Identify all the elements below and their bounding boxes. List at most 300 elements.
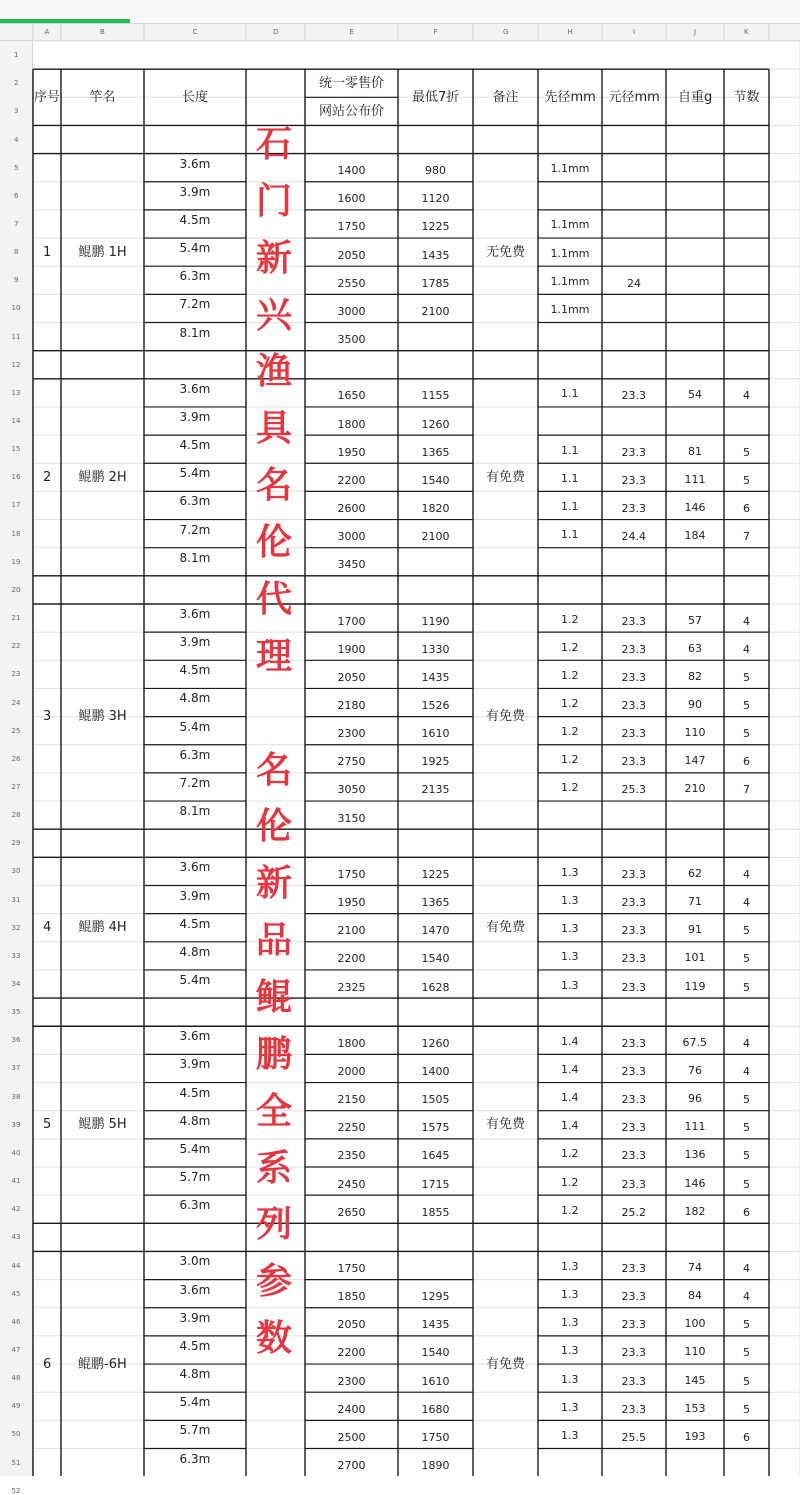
row-number[interactable]: 49 bbox=[11, 1402, 21, 1411]
section-count: 5 bbox=[743, 1093, 750, 1107]
rod-weight: 110 bbox=[684, 1345, 706, 1359]
lowest-price: 1260 bbox=[421, 417, 450, 431]
rod-weight: 210 bbox=[684, 782, 706, 796]
rod-weight: 67.5 bbox=[682, 1035, 707, 1049]
section-count: 5 bbox=[743, 1346, 750, 1360]
column-letter[interactable]: G bbox=[503, 28, 509, 36]
retail-price: 2180 bbox=[337, 699, 366, 713]
tip-diameter: 1.1 bbox=[561, 387, 579, 401]
row-number[interactable]: 36 bbox=[11, 1036, 21, 1045]
row-number[interactable]: 25 bbox=[11, 726, 21, 735]
rod-length: 3.6m bbox=[179, 1282, 211, 1297]
rod-weight: 82 bbox=[688, 669, 702, 683]
retail-price: 1600 bbox=[337, 192, 366, 206]
section-count: 5 bbox=[743, 699, 750, 713]
row-number[interactable]: 10 bbox=[11, 304, 21, 313]
lowest-price: 1260 bbox=[421, 1036, 450, 1050]
row-number[interactable]: 4 bbox=[14, 135, 19, 144]
banner-character: 兴 bbox=[255, 294, 292, 336]
row-number[interactable]: 1 bbox=[14, 51, 19, 60]
tip-diameter: 1.2 bbox=[561, 668, 579, 682]
section-count: 6 bbox=[743, 501, 750, 515]
section-count: 5 bbox=[743, 1318, 750, 1332]
retail-price: 2150 bbox=[337, 1093, 366, 1107]
rod-length: 5.4m bbox=[179, 972, 211, 987]
row-number[interactable]: 5 bbox=[14, 163, 19, 172]
banner-character: 系 bbox=[255, 1147, 292, 1189]
butt-diameter: 23.3 bbox=[621, 727, 646, 741]
retail-price: 1900 bbox=[337, 642, 366, 656]
row-number[interactable]: 20 bbox=[11, 585, 21, 594]
butt-diameter: 23.3 bbox=[621, 389, 646, 403]
row-number[interactable]: 14 bbox=[11, 417, 21, 426]
rod-weight: 74 bbox=[688, 1261, 702, 1275]
row-number[interactable]: 42 bbox=[11, 1205, 21, 1214]
row-number[interactable]: 12 bbox=[11, 360, 21, 369]
row-number[interactable]: 3 bbox=[14, 107, 19, 116]
butt-diameter: 23.3 bbox=[621, 1064, 646, 1078]
tip-diameter: 1.2 bbox=[561, 612, 579, 626]
row-number[interactable]: 8 bbox=[14, 248, 19, 257]
section-count: 6 bbox=[743, 755, 750, 769]
row-number[interactable]: 7 bbox=[14, 219, 19, 228]
rod-weight: 57 bbox=[688, 613, 702, 627]
lowest-price: 2100 bbox=[421, 304, 450, 318]
section-count: 4 bbox=[743, 614, 750, 628]
lowest-price: 1505 bbox=[421, 1093, 450, 1107]
section-count: 6 bbox=[743, 1205, 750, 1219]
row-number[interactable]: 19 bbox=[11, 557, 21, 566]
butt-diameter: 23.3 bbox=[621, 1290, 646, 1304]
lowest-price: 1855 bbox=[421, 1205, 450, 1219]
butt-diameter: 25.2 bbox=[621, 1205, 646, 1219]
group-number: 2 bbox=[43, 469, 52, 485]
retail-price: 2400 bbox=[337, 1402, 366, 1416]
retail-price: 2050 bbox=[337, 1318, 366, 1332]
row-number[interactable]: 24 bbox=[11, 698, 21, 707]
row-number[interactable]: 9 bbox=[14, 276, 19, 285]
rod-length: 5.4m bbox=[179, 1141, 211, 1156]
row-number[interactable]: 40 bbox=[11, 1148, 21, 1157]
row-number[interactable]: 38 bbox=[11, 1092, 21, 1101]
tip-diameter: 1.3 bbox=[561, 922, 579, 936]
tip-diameter: 1.1 bbox=[561, 499, 579, 513]
lowest-price: 1225 bbox=[421, 867, 450, 881]
tip-diameter: 1.1mm bbox=[550, 218, 590, 232]
rod-length: 5.4m bbox=[179, 719, 211, 734]
header-weight: 自重g bbox=[678, 89, 713, 105]
rod-length: 4.8m bbox=[179, 691, 211, 706]
row-number[interactable]: 34 bbox=[11, 980, 21, 989]
row-number[interactable]: 50 bbox=[11, 1430, 21, 1439]
header-length: 长度 bbox=[182, 89, 209, 105]
row-number[interactable]: 45 bbox=[11, 1289, 21, 1298]
retail-price: 2300 bbox=[337, 1374, 366, 1388]
tip-diameter: 1.3 bbox=[561, 950, 579, 964]
row-number[interactable]: 29 bbox=[11, 839, 21, 848]
section-count: 5 bbox=[743, 980, 750, 994]
butt-diameter: 23.3 bbox=[621, 670, 646, 684]
group-number: 4 bbox=[43, 920, 52, 936]
banner-character: 列 bbox=[255, 1204, 292, 1246]
retail-price: 3450 bbox=[337, 558, 366, 572]
lowest-price: 1435 bbox=[421, 670, 450, 684]
section-count: 5 bbox=[743, 1121, 750, 1135]
lowest-price: 1190 bbox=[421, 614, 450, 628]
section-count: 4 bbox=[743, 1064, 750, 1078]
group-note: 无免费 bbox=[486, 244, 526, 260]
retail-price: 1400 bbox=[337, 164, 366, 178]
retail-price: 2100 bbox=[337, 924, 366, 938]
tip-diameter: 1.3 bbox=[561, 865, 579, 879]
retail-price: 1950 bbox=[337, 896, 366, 910]
lowest-price: 1925 bbox=[421, 755, 450, 769]
tip-diameter: 1.2 bbox=[561, 640, 579, 654]
row-number[interactable]: 21 bbox=[11, 614, 21, 623]
tip-diameter: 1.1mm bbox=[550, 162, 590, 176]
group-number: 1 bbox=[43, 244, 52, 260]
column-letter[interactable]: E bbox=[349, 28, 354, 36]
rod-weight: 54 bbox=[688, 388, 702, 402]
row-number[interactable]: 23 bbox=[11, 670, 21, 679]
row-number[interactable]: 39 bbox=[11, 1120, 21, 1129]
group-note: 有免费 bbox=[486, 709, 526, 725]
row-number[interactable]: 27 bbox=[11, 782, 21, 791]
rod-weight: 101 bbox=[684, 951, 706, 965]
header-sections: 节数 bbox=[733, 89, 760, 105]
rod-weight: 96 bbox=[688, 1092, 702, 1106]
banner-character: 名 bbox=[255, 749, 292, 791]
butt-diameter: 25.5 bbox=[621, 1430, 646, 1444]
banner-character: 鹏 bbox=[255, 1033, 292, 1075]
lowest-price: 1470 bbox=[421, 924, 450, 938]
rod-length: 5.4m bbox=[179, 1395, 211, 1410]
group-number: 5 bbox=[43, 1117, 52, 1133]
banner-character: 名 bbox=[255, 465, 292, 507]
rod-length: 4.5m bbox=[179, 663, 211, 678]
lowest-price: 2135 bbox=[421, 783, 450, 797]
tip-diameter: 1.4 bbox=[561, 1034, 579, 1048]
banner-character: 新 bbox=[255, 237, 292, 279]
header-tip-diameter: 先径mm bbox=[544, 89, 596, 105]
butt-diameter: 23.3 bbox=[621, 1036, 646, 1050]
tip-diameter: 1.4 bbox=[561, 1062, 579, 1076]
tip-diameter: 1.1 bbox=[561, 443, 579, 457]
rod-length: 6.3m bbox=[179, 747, 211, 762]
rod-length: 4.5m bbox=[179, 1085, 211, 1100]
lowest-price: 1610 bbox=[421, 1374, 450, 1388]
rod-weight: 146 bbox=[684, 500, 706, 514]
lowest-price: 1610 bbox=[421, 727, 450, 741]
row-number[interactable]: 44 bbox=[11, 1261, 21, 1270]
row-number[interactable]: 46 bbox=[11, 1317, 21, 1326]
column-letter[interactable]: C bbox=[192, 28, 198, 36]
rod-weight: 147 bbox=[684, 754, 706, 768]
retail-price: 1850 bbox=[337, 1290, 366, 1304]
butt-diameter: 23.3 bbox=[621, 924, 646, 938]
row-number[interactable]: 52 bbox=[11, 1486, 21, 1495]
banner-character: 伦 bbox=[255, 522, 292, 564]
section-count: 5 bbox=[743, 924, 750, 938]
lowest-price: 1400 bbox=[421, 1064, 450, 1078]
butt-diameter: 25.3 bbox=[621, 783, 646, 797]
rod-weight: 184 bbox=[684, 529, 706, 543]
section-count: 5 bbox=[743, 670, 750, 684]
rod-length: 6.3m bbox=[179, 494, 211, 509]
retail-price: 2200 bbox=[337, 473, 366, 487]
butt-diameter: 23.3 bbox=[621, 1177, 646, 1191]
header-seq: 序号 bbox=[34, 89, 61, 105]
rod-length: 4.8m bbox=[179, 944, 211, 959]
tip-diameter: 1.2 bbox=[561, 1147, 579, 1161]
column-letter[interactable]: A bbox=[44, 28, 50, 36]
retail-price: 2050 bbox=[337, 248, 366, 262]
rod-length: 5.7m bbox=[179, 1423, 211, 1438]
column-letter[interactable]: K bbox=[744, 28, 749, 36]
row-number[interactable]: 48 bbox=[11, 1374, 21, 1383]
row-number[interactable]: 28 bbox=[11, 811, 21, 820]
retail-price: 2650 bbox=[337, 1205, 366, 1219]
lowest-price: 1750 bbox=[421, 1430, 450, 1444]
lowest-price: 1540 bbox=[421, 1346, 450, 1360]
section-count: 4 bbox=[743, 867, 750, 881]
rod-length: 4.5m bbox=[179, 438, 211, 453]
butt-diameter: 24.4 bbox=[621, 530, 646, 544]
header-butt-diameter: 元径mm bbox=[608, 89, 660, 105]
row-number[interactable]: 26 bbox=[11, 754, 21, 763]
row-number[interactable]: 41 bbox=[11, 1177, 21, 1186]
lowest-price: 1225 bbox=[421, 220, 450, 234]
tip-diameter: 1.3 bbox=[561, 1428, 579, 1442]
header-note: 备注 bbox=[492, 89, 519, 105]
retail-price: 3050 bbox=[337, 783, 366, 797]
butt-diameter: 23.3 bbox=[621, 1262, 646, 1276]
retail-price: 1650 bbox=[337, 389, 366, 403]
tip-diameter: 1.3 bbox=[561, 894, 579, 908]
header-name: 竿名 bbox=[89, 89, 116, 105]
butt-diameter: 23.3 bbox=[621, 1318, 646, 1332]
group-note: 有免费 bbox=[486, 469, 526, 485]
tip-diameter: 1.2 bbox=[561, 753, 579, 767]
tip-diameter: 1.4 bbox=[561, 1091, 579, 1105]
tip-diameter: 1.2 bbox=[561, 697, 579, 711]
row-number[interactable]: 11 bbox=[11, 332, 21, 341]
row-number[interactable]: 35 bbox=[11, 1008, 21, 1017]
column-letter[interactable]: I bbox=[633, 28, 636, 36]
section-count: 4 bbox=[743, 1262, 750, 1276]
row-number[interactable]: 31 bbox=[11, 895, 21, 904]
retail-price: 1950 bbox=[337, 445, 366, 459]
group-note: 有免费 bbox=[486, 1356, 526, 1372]
row-number[interactable]: 43 bbox=[11, 1233, 21, 1242]
rod-length: 3.9m bbox=[179, 888, 211, 903]
section-count: 4 bbox=[743, 896, 750, 910]
rod-length: 6.3m bbox=[179, 269, 211, 284]
butt-diameter: 23.3 bbox=[621, 642, 646, 656]
retail-price: 2000 bbox=[337, 1064, 366, 1078]
row-number[interactable]: 33 bbox=[11, 951, 21, 960]
rod-length: 6.3m bbox=[179, 1198, 211, 1213]
vertical-banner bbox=[248, 125, 300, 1376]
rod-length: 5.4m bbox=[179, 466, 211, 481]
rod-weight: 81 bbox=[688, 444, 702, 458]
tip-diameter: 1.3 bbox=[561, 978, 579, 992]
rod-weight: 63 bbox=[688, 641, 702, 655]
retail-price: 3500 bbox=[337, 333, 366, 347]
row-number[interactable]: 13 bbox=[11, 388, 21, 397]
rod-name: 鲲鹏 4H bbox=[78, 920, 127, 936]
lowest-price: 1890 bbox=[421, 1459, 450, 1473]
rod-weight: 146 bbox=[684, 1176, 706, 1190]
lowest-price: 1155 bbox=[421, 389, 450, 403]
butt-diameter: 23.3 bbox=[621, 1374, 646, 1388]
rod-name: 鲲鹏-6H bbox=[78, 1356, 127, 1372]
rod-length: 4.5m bbox=[179, 1338, 211, 1353]
banner-character: 数 bbox=[255, 1318, 292, 1360]
butt-diameter: 23.3 bbox=[621, 699, 646, 713]
row-number[interactable]: 16 bbox=[11, 473, 21, 482]
retail-price: 3000 bbox=[337, 304, 366, 318]
lowest-price: 1435 bbox=[421, 248, 450, 262]
row-number[interactable]: 18 bbox=[11, 529, 21, 538]
row-number[interactable]: 37 bbox=[11, 1064, 21, 1073]
section-count: 7 bbox=[743, 783, 750, 797]
tip-diameter: 1.3 bbox=[561, 1260, 579, 1274]
rod-length: 4.5m bbox=[179, 212, 211, 227]
retail-price: 2550 bbox=[337, 276, 366, 290]
butt-diameter: 24 bbox=[627, 276, 641, 290]
lowest-price: 2100 bbox=[421, 530, 450, 544]
lowest-price: 1575 bbox=[421, 1121, 450, 1135]
tip-diameter: 1.2 bbox=[561, 1175, 579, 1189]
banner-character: 全 bbox=[255, 1090, 292, 1132]
rod-length: 7.2m bbox=[179, 297, 211, 312]
section-count: 5 bbox=[743, 1374, 750, 1388]
rod-length: 4.8m bbox=[179, 1367, 211, 1382]
row-number[interactable]: 32 bbox=[11, 923, 21, 932]
lowest-price: 1526 bbox=[421, 699, 450, 713]
retail-price: 1800 bbox=[337, 1036, 366, 1050]
butt-diameter: 23.3 bbox=[621, 445, 646, 459]
rod-weight: 100 bbox=[684, 1317, 706, 1331]
rod-length: 8.1m bbox=[179, 550, 211, 565]
banner-character: 鲲 bbox=[255, 976, 292, 1018]
lowest-price: 980 bbox=[425, 164, 446, 178]
tip-diameter: 1.2 bbox=[561, 1203, 579, 1217]
row-number[interactable]: 22 bbox=[11, 642, 21, 651]
column-letter[interactable]: J bbox=[694, 28, 697, 36]
rod-name: 鲲鹏 1H bbox=[78, 244, 127, 260]
section-count: 5 bbox=[743, 473, 750, 487]
section-count: 5 bbox=[743, 952, 750, 966]
banner-character: 石 bbox=[255, 124, 292, 165]
section-count: 5 bbox=[743, 727, 750, 741]
retail-price: 1800 bbox=[337, 417, 366, 431]
section-count: 7 bbox=[743, 530, 750, 544]
tip-diameter: 1.2 bbox=[561, 781, 579, 795]
butt-diameter: 23.3 bbox=[621, 501, 646, 515]
butt-diameter: 23.3 bbox=[621, 1093, 646, 1107]
rod-length: 5.4m bbox=[179, 241, 211, 256]
section-count: 4 bbox=[743, 389, 750, 403]
tip-diameter: 1.3 bbox=[561, 1344, 579, 1358]
rod-weight: 182 bbox=[684, 1204, 706, 1218]
section-count: 4 bbox=[743, 1036, 750, 1050]
butt-diameter: 23.3 bbox=[621, 614, 646, 628]
row-number[interactable]: 2 bbox=[14, 79, 19, 88]
rod-weight: 71 bbox=[688, 895, 702, 909]
rod-weight: 136 bbox=[684, 1148, 706, 1162]
section-count: 4 bbox=[743, 642, 750, 656]
retail-price: 2700 bbox=[337, 1459, 366, 1473]
retail-price: 1750 bbox=[337, 220, 366, 234]
rod-weight: 84 bbox=[688, 1289, 702, 1303]
row-number[interactable]: 47 bbox=[11, 1345, 21, 1354]
retail-price: 3150 bbox=[337, 811, 366, 825]
lowest-price: 1295 bbox=[421, 1290, 450, 1304]
retail-price: 2750 bbox=[337, 755, 366, 769]
row-number[interactable]: 15 bbox=[11, 445, 21, 454]
banner-character: 伦 bbox=[255, 806, 292, 848]
column-letter[interactable]: F bbox=[433, 28, 438, 36]
rod-length: 4.8m bbox=[179, 1113, 211, 1128]
butt-diameter: 23.3 bbox=[621, 1121, 646, 1135]
butt-diameter: 23.3 bbox=[621, 1346, 646, 1360]
column-letter[interactable]: D bbox=[273, 28, 279, 36]
butt-diameter: 23.3 bbox=[621, 1149, 646, 1163]
tip-diameter: 1.4 bbox=[561, 1119, 579, 1133]
column-letter[interactable]: B bbox=[100, 28, 105, 36]
rod-weight: 111 bbox=[684, 1120, 706, 1134]
rod-weight: 153 bbox=[684, 1401, 706, 1415]
row-number[interactable]: 6 bbox=[14, 191, 19, 200]
rod-length: 3.9m bbox=[179, 1310, 211, 1325]
rod-length: 3.9m bbox=[179, 1057, 211, 1072]
butt-diameter: 23.3 bbox=[621, 952, 646, 966]
lowest-price: 1785 bbox=[421, 276, 450, 290]
rod-weight: 90 bbox=[688, 698, 702, 712]
row-number[interactable]: 30 bbox=[11, 867, 21, 876]
lowest-price: 1715 bbox=[421, 1177, 450, 1191]
lowest-price: 1365 bbox=[421, 445, 450, 459]
retail-price: 3000 bbox=[337, 530, 366, 544]
rod-length: 3.9m bbox=[179, 409, 211, 424]
lowest-price: 1820 bbox=[421, 501, 450, 515]
rod-weight: 193 bbox=[684, 1429, 706, 1443]
retail-price: 2325 bbox=[337, 980, 366, 994]
lowest-price: 1120 bbox=[421, 192, 450, 206]
rod-weight: 91 bbox=[688, 923, 702, 937]
lowest-price: 1435 bbox=[421, 1318, 450, 1332]
tip-diameter: 1.1 bbox=[561, 528, 579, 542]
row-number[interactable]: 17 bbox=[11, 501, 21, 510]
banner-character: 门 bbox=[255, 180, 292, 222]
rod-length: 3.6m bbox=[179, 1029, 211, 1044]
section-count: 5 bbox=[743, 1177, 750, 1191]
row-number[interactable]: 51 bbox=[11, 1458, 21, 1467]
section-count: 5 bbox=[743, 1402, 750, 1416]
retail-price: 2050 bbox=[337, 670, 366, 684]
lowest-price: 1330 bbox=[421, 642, 450, 656]
butt-diameter: 23.3 bbox=[621, 1402, 646, 1416]
rod-weight: 76 bbox=[688, 1063, 702, 1077]
group-number: 6 bbox=[43, 1356, 52, 1372]
tip-diameter: 1.1mm bbox=[550, 246, 590, 260]
rod-name: 鲲鹏 2H bbox=[78, 469, 127, 485]
column-letter[interactable]: H bbox=[567, 28, 573, 36]
rod-weight: 119 bbox=[684, 979, 706, 993]
banner-character: 理 bbox=[255, 635, 292, 677]
